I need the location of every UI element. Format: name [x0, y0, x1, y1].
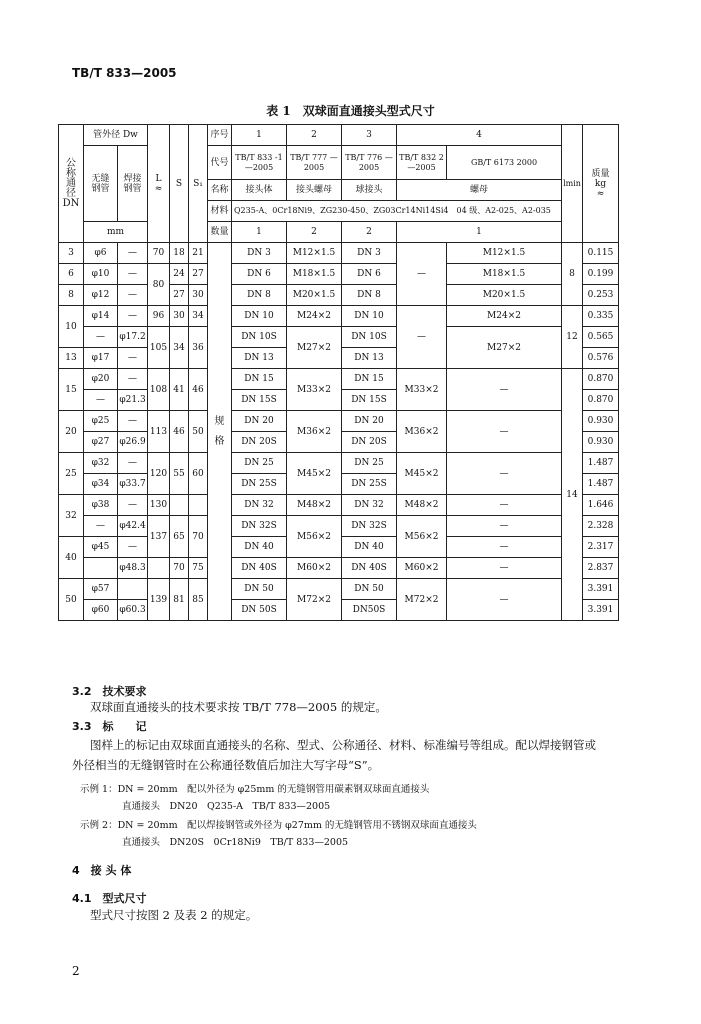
code-4: TB/T 832 2—2005	[397, 146, 447, 180]
example-2-line-1: 示例 2：DN = 20mm 配以焊接钢管或外径为 φ27mm 的无缝钢管用不锈钢双球面直通接头	[80, 820, 477, 831]
code-2: TB/T 777 —2005	[287, 146, 342, 180]
name-3: 球接头	[342, 180, 397, 201]
table-row: 8 φ12 — 27 30 DN 8 M20×1.5 DN 8 M20×1.5 0.253	[59, 285, 619, 306]
example-1-line-1: 示例 1：DN = 20mm 配以外径为 φ25mm 的无缝钢管用碳素钢双球面直通接头	[80, 784, 430, 795]
page-number: 2	[72, 964, 80, 978]
section-3-3-text-1: 图样上的标记由双球面直通接头的名称、型式、公称通径、材料、标准编号等组成。配以焊接钢管或	[90, 738, 596, 752]
qty-header: 数量	[208, 222, 232, 243]
qty-3: 2	[342, 222, 397, 243]
table-row: 25 φ32 — 120 55 60 DN 25 M45×2 DN 25 M45×2 — 1.487	[59, 453, 619, 474]
table-row: 10 φ14 — 96 30 34 DN 10 M24×2 DN 10 — M24×2 12 0.335	[59, 306, 619, 327]
table-row: 15 φ20 — 108 41 46 DN 15 M33×2 DN 15 M33×2 — 14 0.870	[59, 369, 619, 390]
s1-header: S₁	[189, 125, 208, 243]
table-row: — φ17.2 105 34 36 DN 10S M27×2 DN 10S M27×2 0.565	[59, 327, 619, 348]
document-header: TB/T 833—2005	[72, 66, 177, 80]
table-row: 6 φ10 — 80 24 27 DN 6 M18×1.5 DN 6 M18×1.5 0.199	[59, 264, 619, 285]
example-2-line-2: 直通接头 DN20S 0Cr18Ni9 TB/T 833—2005	[122, 837, 349, 848]
name-header: 名称	[208, 180, 232, 201]
qty-2: 2	[287, 222, 342, 243]
dw-header: 管外径 Dw	[84, 125, 148, 146]
table-row: 20 φ25 — 113 46 50 DN 20 M36×2 DN 20 M36×2 — 0.930	[59, 411, 619, 432]
name-4: 螺母	[397, 180, 562, 201]
materials-cell: Q235-A、0Cr18Ni9、ZG230-450、ZG03Cr14Ni14Si4 04 级、A2-025、A2-035	[232, 201, 562, 222]
seq-4: 4	[397, 125, 562, 146]
table-row: 40 φ45 — DN 40 DN 40 — 2.317	[59, 537, 619, 558]
example-1-line-2: 直通接头 DN20 Q235-A TB/T 833—2005	[122, 801, 331, 812]
section-3-3-title: 3.3 标 记	[72, 720, 147, 733]
seamless-header: 无缝 钢管	[84, 146, 118, 222]
section-3-2-text: 双球面直通接头的技术要求按 TB/T 778—2005 的规定。	[90, 700, 387, 714]
table-row: 50 φ57 139 81 85 DN 50 M72×2 DN 50 M72×2 — 3.391	[59, 579, 619, 600]
table-row: φ27 φ26.9 DN 20S DN 20S 0.930	[59, 432, 619, 453]
section-4-1-text: 型式尺寸按图 2 及表 2 的规定。	[90, 908, 258, 922]
seq-1: 1	[232, 125, 287, 146]
table-row: — φ21.3 DN 15S DN 15S 0.870	[59, 390, 619, 411]
spec-label: 规 格	[208, 243, 232, 621]
name-1: 接头体	[232, 180, 287, 201]
dn-header: 公 称 通 径 DN	[59, 125, 84, 243]
welded-header: 焊接 钢管	[118, 146, 148, 222]
section-3-2-title: 3.2 技术要求	[72, 685, 147, 698]
table-caption: 表 1 双球面直通接头型式尺寸	[266, 104, 435, 118]
table-row: 13 φ17 — DN 13 DN 13 0.576	[59, 348, 619, 369]
seq-2: 2	[287, 125, 342, 146]
table-row: 3 φ6 — 70 18 21 规 格 DN 3 M12×1.5 DN 3 — M12×1.5 8 0.115	[59, 243, 619, 264]
section-3-3-text-2: 外径相当的无缝钢管时在公称通径数值后加注大写字母“S”。	[72, 758, 380, 772]
table-row: φ48.3 70 75 DN 40S M60×2 DN 40S M60×2 — 2.837	[59, 558, 619, 579]
code-1: TB/T 833 -1—2005	[232, 146, 287, 180]
seq-header: 序号	[208, 125, 232, 146]
section-4-title: 4 接 头 体	[72, 864, 132, 877]
l-header: L ≈	[148, 125, 170, 243]
lmin-header: lmin	[562, 125, 583, 243]
qty-4: 1	[397, 222, 562, 243]
table-row: φ34 φ33.7 DN 25S DN 25S 1.487	[59, 474, 619, 495]
material-header: 材料	[208, 201, 232, 222]
section-4-1-title: 4.1 型式尺寸	[72, 892, 147, 905]
table-row: 32 φ38 — 130 DN 32 M48×2 DN 32 M48×2 — 1.646	[59, 495, 619, 516]
s-header: S	[170, 125, 189, 243]
mass-header: 质量 kg ≈	[583, 125, 619, 243]
qty-1: 1	[232, 222, 287, 243]
table-row: — φ42.4 137 65 70 DN 32S M56×2 DN 32S M56×2 — 2.328	[59, 516, 619, 537]
table-row: φ60 φ60.3 DN 50S DN50S 3.391	[59, 600, 619, 621]
code-3: TB/T 776 —2005	[342, 146, 397, 180]
code-5: GB/T 6173 2000	[447, 146, 562, 180]
code-header: 代号	[208, 146, 232, 180]
dimension-table	[58, 124, 619, 621]
seq-3: 3	[342, 125, 397, 146]
name-2: 接头螺母	[287, 180, 342, 201]
unit-mm: mm	[84, 222, 148, 243]
